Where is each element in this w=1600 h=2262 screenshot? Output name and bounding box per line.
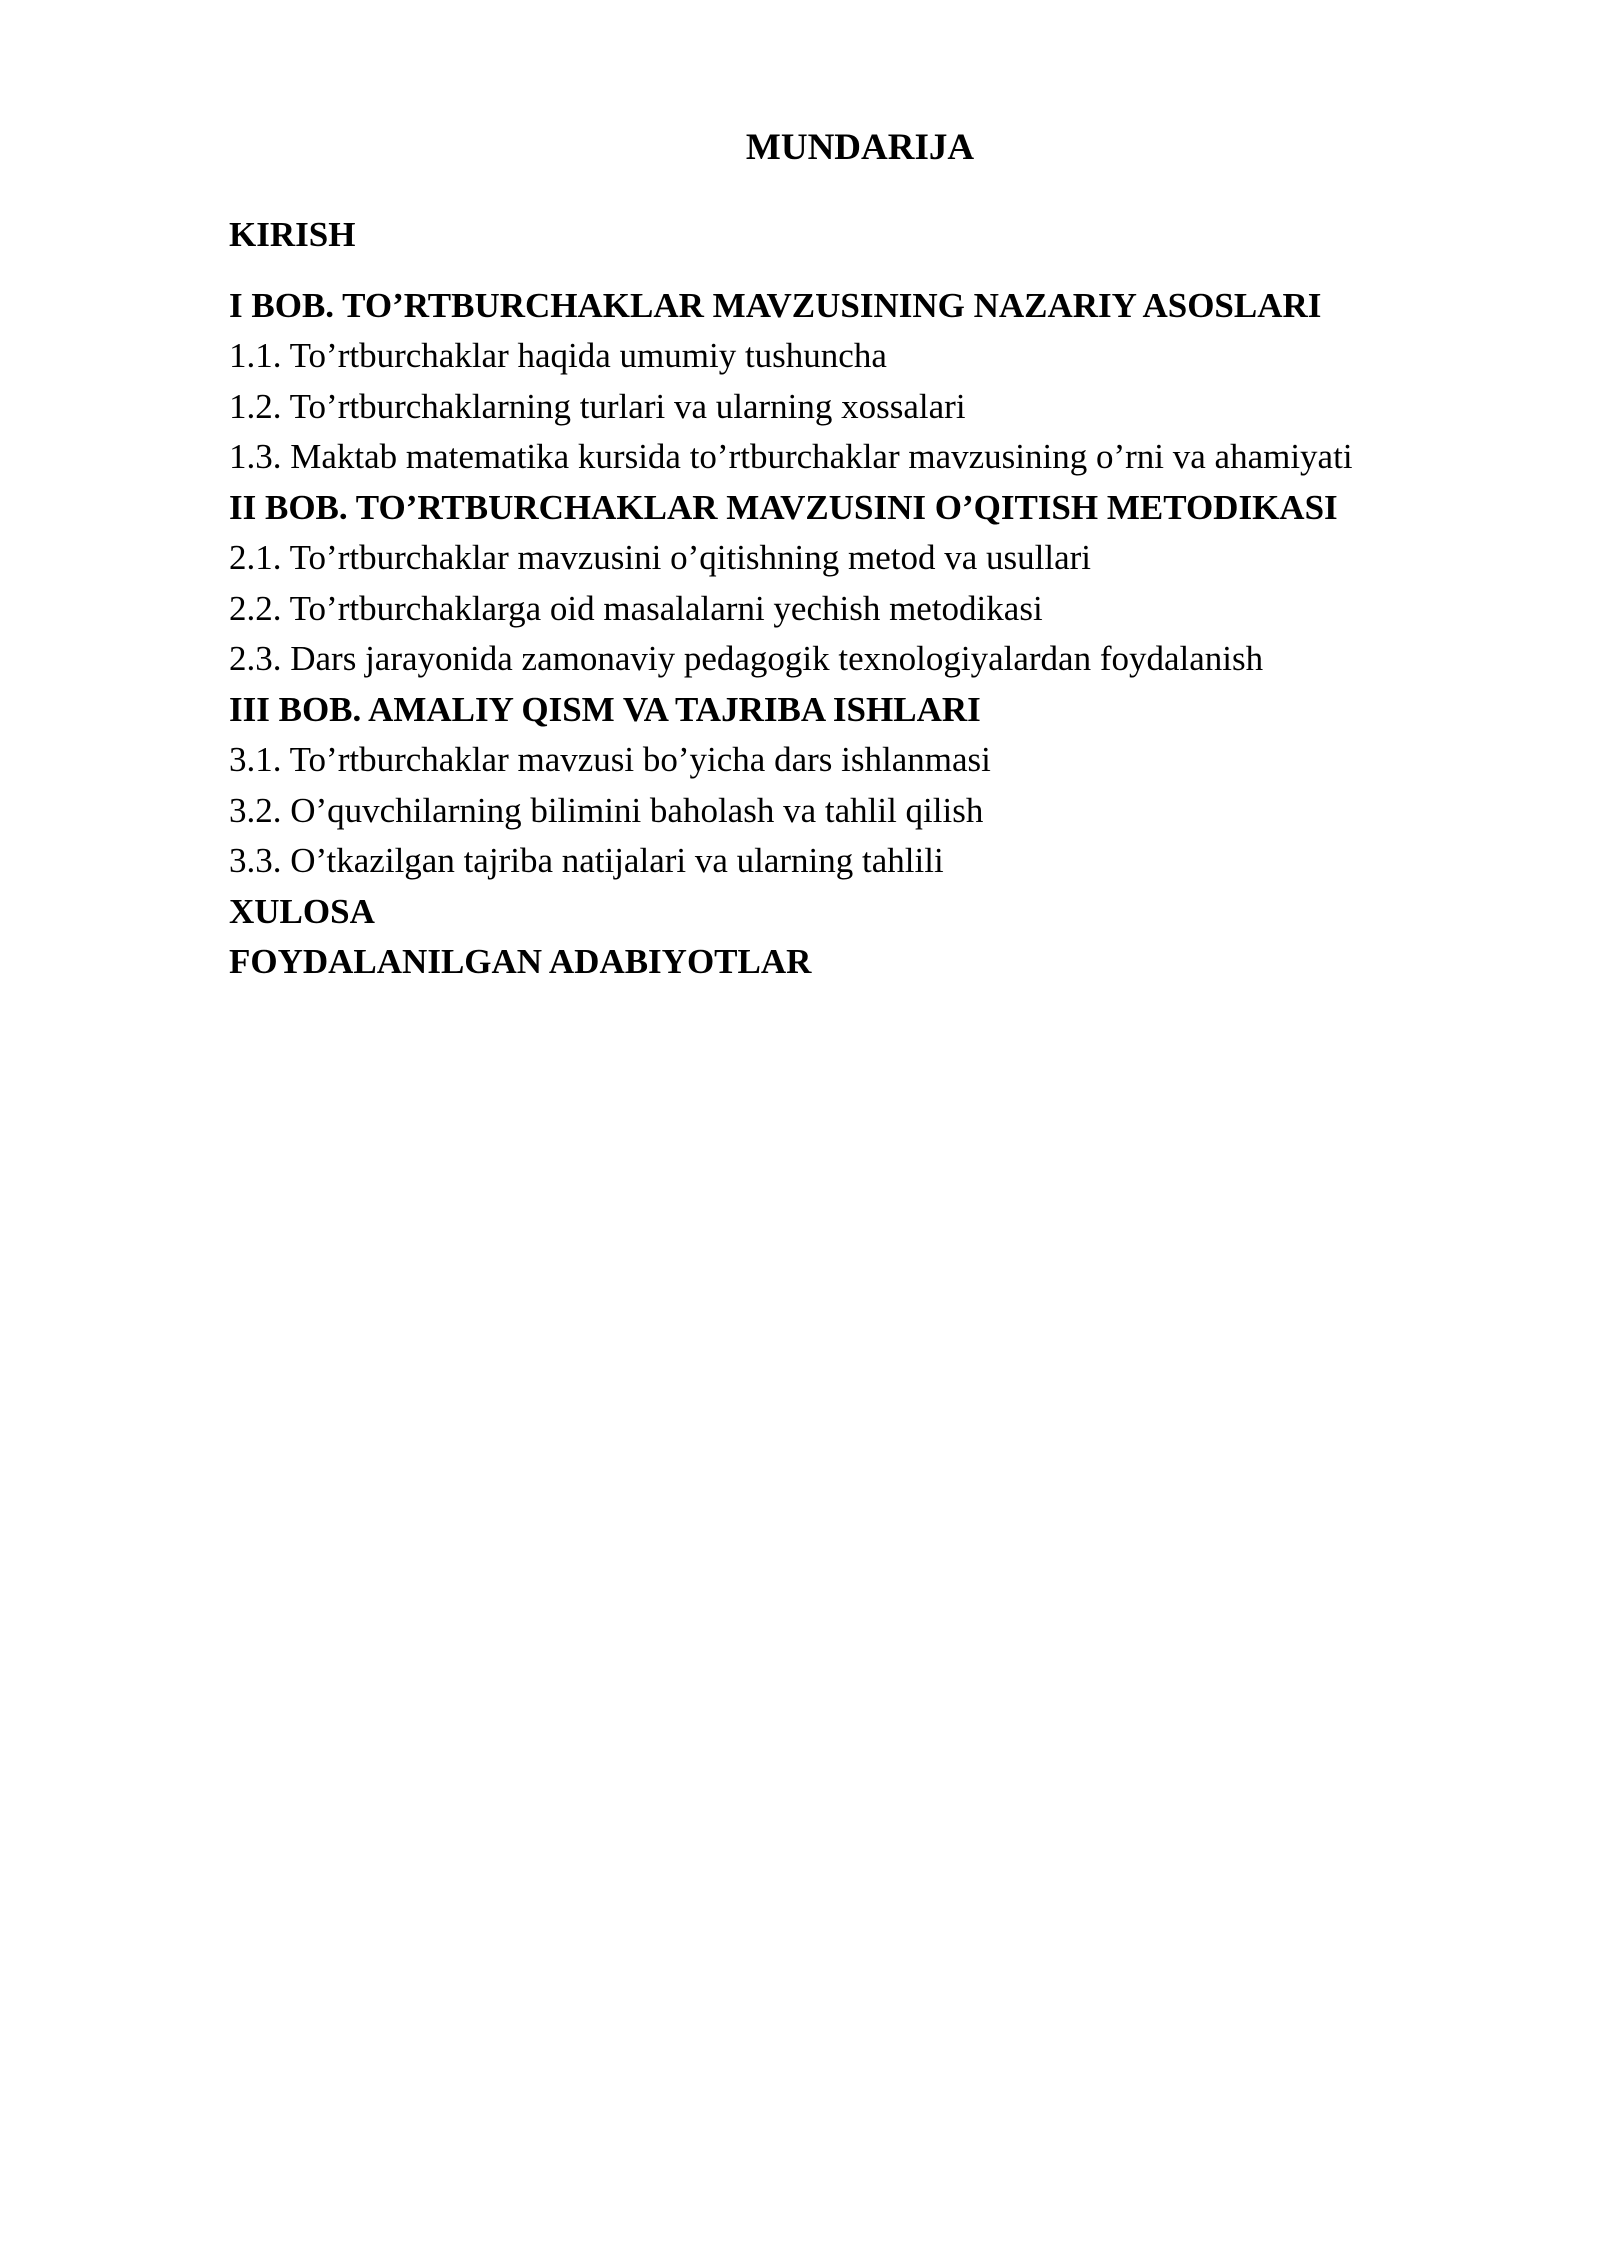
page-title: MUNDARIJA bbox=[745, 127, 975, 168]
toc-section-1-1: 1.1. To’rtburchaklar haqida umumiy tushuncha bbox=[229, 336, 887, 375]
toc-chapter-2: II BOB. TO’RTBURCHAKLAR MAVZUSINI O’QITISH METODIKASI bbox=[229, 487, 1338, 527]
toc-section-2-2: 2.2. To’rtburchaklarga oid masalalarni yechish metodikasi bbox=[229, 588, 1043, 628]
toc-chapter-3: III BOB. AMALIY QISM VA TAJRIBA ISHLARI bbox=[229, 689, 981, 729]
toc-section-2-1: 2.1. To’rtburchaklar mavzusini o’qitishning metod va usullari bbox=[229, 538, 1092, 577]
toc-section-3-3: 3.3. O’tkazilgan tajriba natijalari va ularning tahlili bbox=[229, 841, 944, 880]
toc-entry-kirish: KIRISH bbox=[229, 215, 356, 254]
table-of-contents bbox=[229, 210, 1529, 988]
toc-entry-xulosa: XULOSA bbox=[229, 891, 375, 931]
toc-section-3-2: 3.2. O’quvchilarning bilimini baholash va tahlil qilish bbox=[229, 790, 984, 830]
toc-section-2-3: 2.3. Dars jarayonida zamonaviy pedagogik texnologiyalardan foydalanish bbox=[229, 639, 1264, 678]
toc-chapter-1: I BOB. TO’RTBURCHAKLAR MAVZUSINING NAZARIY ASOSLARI bbox=[229, 285, 1322, 325]
toc-section-1-3: 1.3. Maktab matematika kursida to’rtburchaklar mavzusining o’rni va ahamiyati bbox=[229, 437, 1353, 476]
toc-entry-references: FOYDALANILGAN ADABIYOTLAR bbox=[229, 942, 812, 981]
toc-section-1-2: 1.2. To’rtburchaklarning turlari va ularning xossalari bbox=[229, 386, 966, 426]
toc-section-3-1: 3.1. To’rtburchaklar mavzusi bo’yicha dars ishlanmasi bbox=[229, 740, 991, 779]
